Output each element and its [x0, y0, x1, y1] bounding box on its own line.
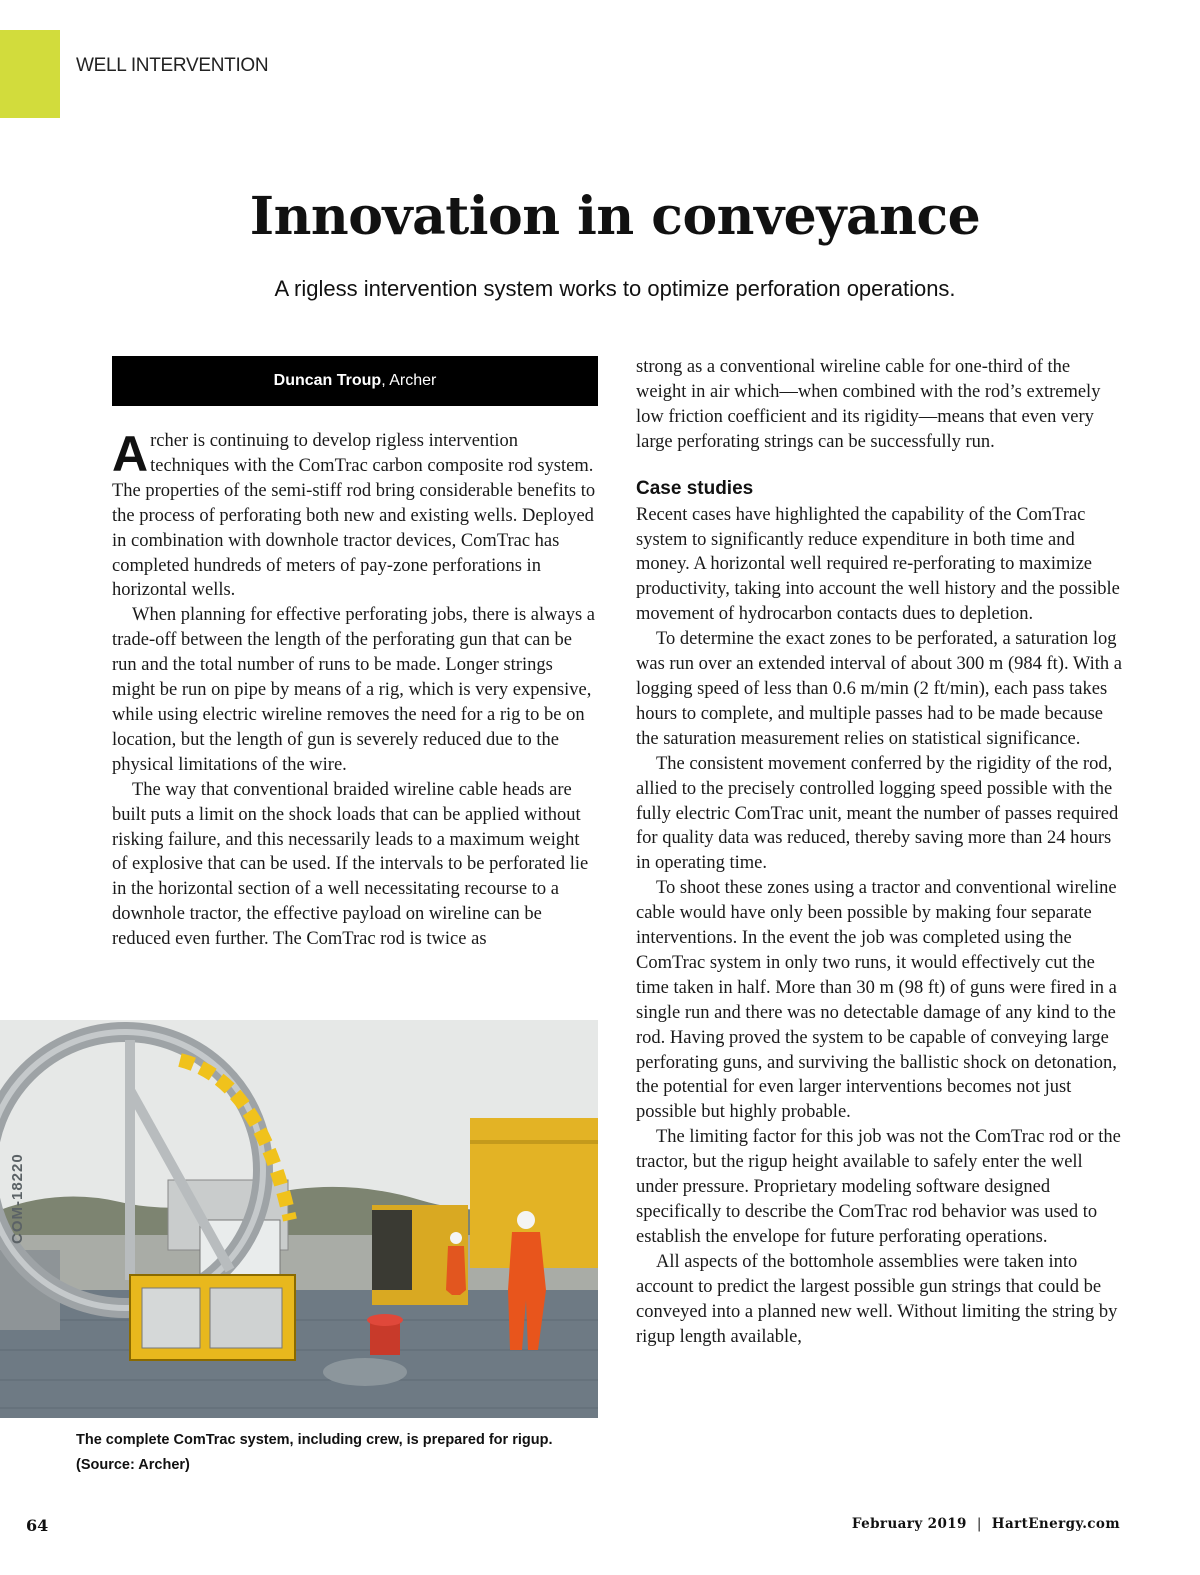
article-title: Innovation in conveyance [249, 186, 981, 247]
comtrac-rigup-photo [0, 1020, 598, 1418]
body-paragraph: The way that conventional braided wireline cable heads are built puts a limit on the shock loads that can be applied without risking failure, and this necessarily leads to a maximum weight of explosive that can be used. If the intervals to be perforated lie in the horizontal section of a well necessitating recourse to a downhole tractor, the effective payload on wireline can be reduced even further. The ComTrac rod is twice as [112, 779, 589, 950]
body-paragraph: To shoot these zones using a tractor and conventional wireline cable would have only been possible by making four separate interventions. In the event the job was completed using the ComTrac system in only two runs, it would effectively cut the time taken in half. More than 30 m (98 ft) of guns were fired in a single run and there was no detectable damage of any kind to the rod. Having proved the system to be capable of conveying large perforating guns, and surviving the ballistic shock on detonation, the potential for even larger interventions becomes not just possible but highly probable. [636, 878, 1117, 1123]
publisher-site: HartEnergy.com [991, 1516, 1120, 1532]
body-paragraph: Archer is continuing to develop rigless intervention techniques with the ComTrac carbon composite rod system. The properties of the semi-stiff rod bring considerable benefits to the process of perforating both new and existing wells. Deployed in combination with downhole tractor devices, ComTrac has completed hundreds of meters of pay-zone perforations in horizontal wells. [112, 426, 596, 601]
author-byline [112, 356, 598, 406]
right-column [636, 355, 1122, 1349]
left-column [112, 426, 598, 952]
reel-label: COM-18220 [9, 1153, 26, 1244]
footer-issue-info [852, 1516, 1120, 1532]
section-label: WELL INTERVENTION [76, 55, 269, 76]
article-deck: A rigless intervention system works to optimize perforation operations. [274, 276, 956, 301]
footer-separator: | [976, 1516, 982, 1532]
issue-date: February 2019 [851, 1516, 967, 1532]
author-name: Duncan Troup [273, 372, 382, 389]
drop-cap: A [112, 426, 149, 482]
body-paragraph: Recent cases have highlighted the capability of the ComTrac system to significantly reduce expenditure in both time and money. A horizontal well required re-perforating to maximize productivity, taking into account the well history and the possible movement of hydrocarbon contacts dues to depletion. [636, 504, 1120, 625]
photo-caption: The complete ComTrac system, including crew, is prepared for rigup. (Source: Archer) [76, 1432, 553, 1473]
body-paragraph: The limiting factor for this job was not the ComTrac rod or the tractor, but the rigup height available to safely enter the well under pressure. Proprietary modeling software designed specifically to describe the ComTrac rod behavior was used to establish the envelope for future perforating operations. [636, 1127, 1121, 1247]
author-affiliation: , Archer [381, 372, 437, 389]
subhead-case-studies: Case studies [636, 477, 754, 499]
page-number: 64 [26, 1516, 49, 1535]
body-paragraph: To determine the exact zones to be perforated, a saturation log was run over an extended interval of about 300 m (984 ft). With a logging speed of less than 0.6 m/min (2 ft/min), each pass takes hours to complete, and multiple passes had to be made because the saturation measurement relies on statistical significance. [636, 629, 1122, 749]
section-color-tab [0, 30, 60, 118]
body-paragraph: All aspects of the bottomhole assemblies were taken into account to predict the largest possible gun strings that could be conveyed into a planned new well. Without limiting the string by rigup length available, [636, 1251, 1118, 1347]
body-paragraph: When planning for effective perforating jobs, there is always a trade-off between the length of the perforating gun that can be run and the total number of runs to be made. Longer strings might be run on pipe by means of a rig, which is very expensive, while using electric wireline removes the need for a rig to be on location, but the length of gun is severely reduced due to the physical limitations of the wire. [112, 605, 596, 775]
body-paragraph: strong as a conventional wireline cable for one-third of the weight in air which—when combined with the rod’s extremely low friction coefficient and its rigidity—means that even very large perforating strings can be successfully run. [636, 357, 1101, 452]
body-paragraph: The consistent movement conferred by the rigidity of the rod, allied to the precisely controlled logging speed possible with the fully electric ComTrac unit, meant the number of passes required for quality data was reduced, thereby saving more than 24 hours in operating time. [636, 753, 1119, 874]
